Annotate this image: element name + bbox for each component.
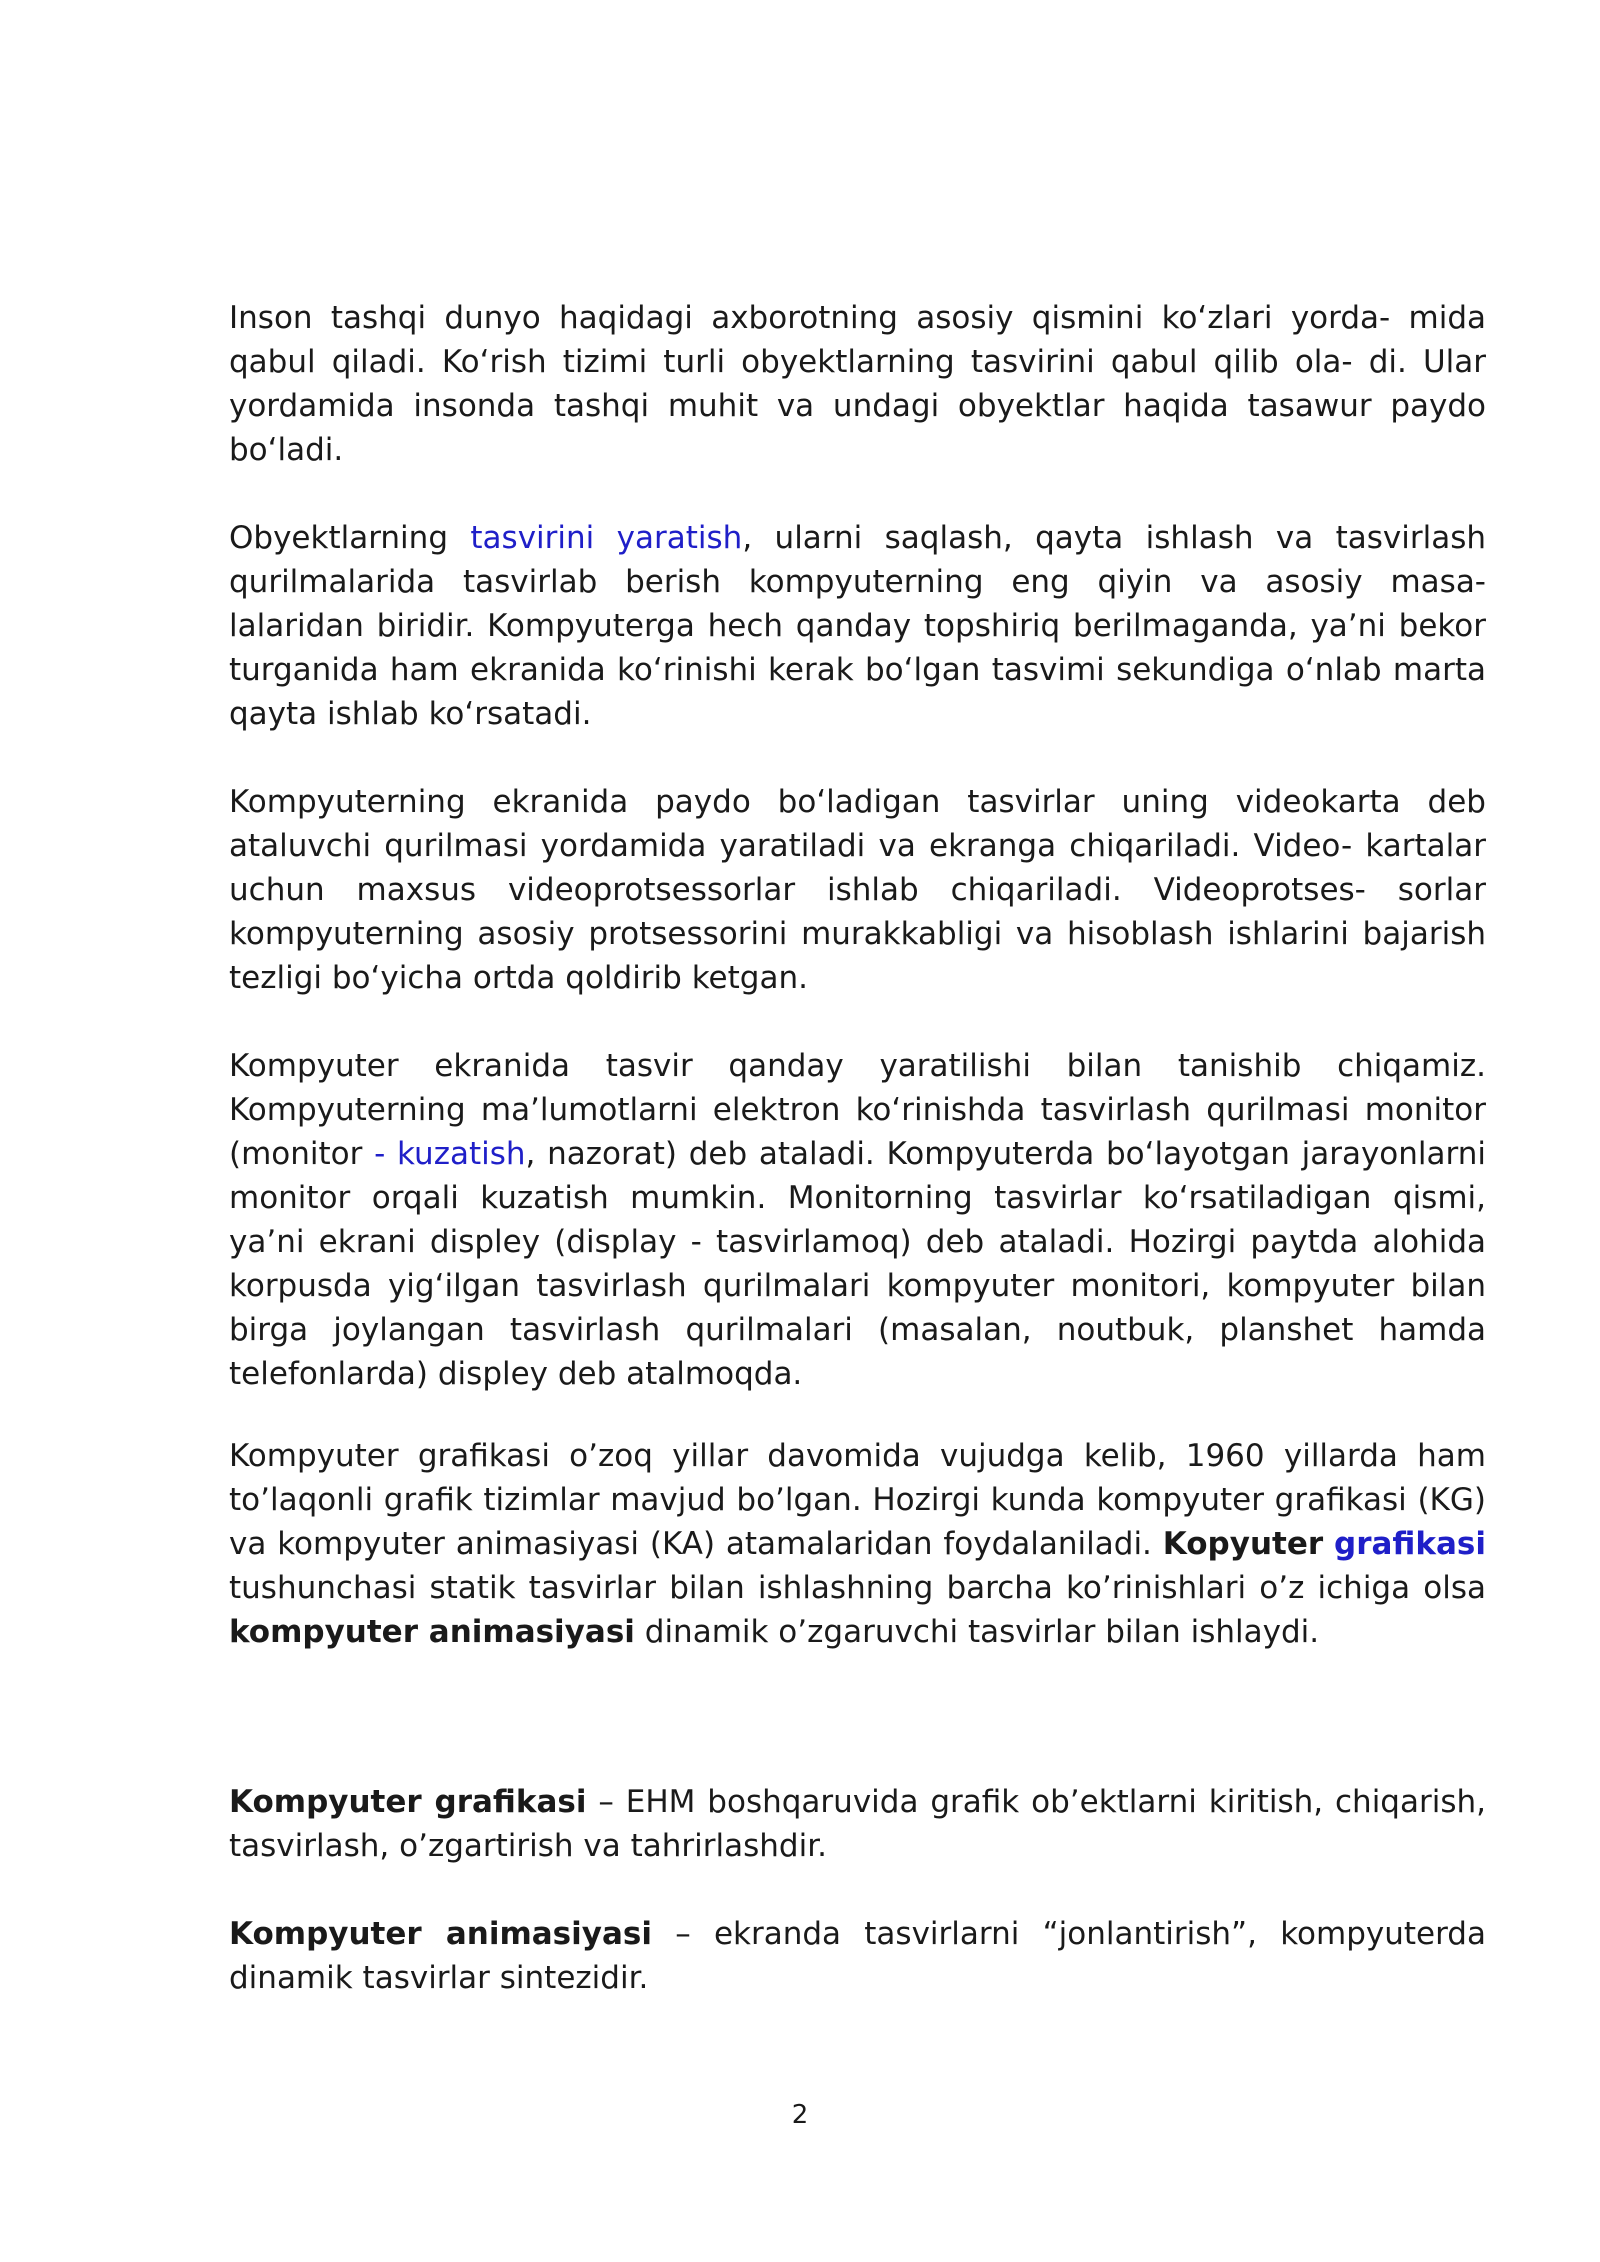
paragraph-3-text: Kompyuterning ekranida paydo bo‘ladigan tasvirlar uning videokarta deb ataluvchi qurilmasi yordamida yaratiladi va ekranga chiqariladi. Video- kartalar uchun maxsus videoprotsessorlar ishlab chiqariladi. Videoprotses- sorlar kompyuterning asosiy protsessorini murakkabligi va hisoblash ishlarini bajarish tezligi bo‘yicha ortda qoldirib ketgan. [229,784,1486,996]
paragraph-5-middle: tushunchasi statik tasvirlar bilan ishlashning barcha ko’rinishlari o’z ichiga olsa [229,1570,1486,1606]
paragraph-4 [229,1044,1486,1396]
page-number: 2 [791,2100,809,2130]
definition-term-grafikasi: Kompyuter grafikasi [229,1784,587,1820]
paragraph-5-before: Kompyuter grafikasi o’zoq yillar davomida vujudga kelib, 1960 yillarda ham to’laqonli grafik tizimlar mavjud bo’lgan. Hozirgi kunda kompyuter grafikasi (KG) va kompyuter animasiyasi (KA) atamalaridan foydalaniladi. [229,1438,1486,1562]
definition-text-grafikasi: – EHM boshqaruvida grafik ob’ektlarni kiritish, chiqarish, tasvirlash, o’zgartirish va tahrirlashdir. [229,1784,1486,1864]
paragraph-4-after: , nazorat) deb ataladi. Kompyuterda bo‘layotgan jarayonlarni monitor orqali kuzatish mumkin. Monitorning tasvirlar ko‘rsatiladigan qismi, ya’ni ekrani displey (display - tasvirlamoq) deb ataladi. Hozirgi paytda alohida korpusda yig‘ilgan tasvirlash qurilmalari kompyuter monitori, kompyuter bilan birga joylangan tasvirlash qurilmalari (masalan, noutbuk, planshet hamda telefonlarda) displey deb atalmoqda. [229,1136,1486,1392]
paragraph-1 [229,296,1486,472]
definition-term-animasiyasi: Kompyuter animasiyasi [229,1916,652,1952]
paragraph-5 [229,1434,1486,1654]
definition-text-animasiyasi: – ekranda tasvirlarni “jonlantirish”, kompyuterda dinamik tasvirlar sintezidir. [229,1916,1486,1996]
term-kompyuter-animasiyasi: kompyuter animasiyasi [229,1614,635,1650]
link-grafikasi[interactable]: grafikasi [1334,1526,1486,1562]
definition-kompyuter-animasiyasi [229,1912,1486,2000]
link-kuzatish[interactable]: - kuzatish [374,1136,526,1172]
paragraph-2 [229,516,1486,736]
definition-kompyuter-grafikasi [229,1780,1486,1868]
term-kopyuter: Kopyuter [1162,1526,1324,1562]
paragraph-1-text: Inson tashqi dunyo haqidagi axborotning asosiy qismini ko‘zlari yorda- mida qabul qiladi. Ko‘rish tizimi turli obyektlarning tasvirini qabul qilib ola- di. Ular yordamida insonda tashqi muhit va undagi obyektlar haqida tasawur paydo bo‘ladi. [229,300,1486,468]
document-body [229,296,1486,2000]
paragraph-4-before: Kompyuter ekranida tasvir qanday yaratilishi bilan tanishib chiqamiz. Kompyuterning ma’lumotlarni elektron ko‘rinishda tasvirlash qurilmasi monitor (monitor [229,1048,1486,1172]
paragraph-2-after: , ularni saqlash, qayta ishlash va tasvirlash qurilmalarida tasvirlab berish kompyuterning eng qiyin va asosiy masa- lalaridan biridir. Kompyuterga hech qanday topshiriq berilmaganda, ya’ni bekor turganida ham ekranida ko‘rinishi kerak bo‘lgan tasvimi sekundiga o‘nlab marta qayta ishlab ko‘rsatadi. [229,520,1487,732]
paragraph-3 [229,780,1486,1000]
link-tasvirini-yaratish[interactable]: tasvirini yaratish [470,520,743,556]
paragraph-2-before: Obyektlarning [229,520,471,556]
paragraph-5-after: dinamik o’zgaruvchi tasvirlar bilan ishlaydi. [634,1614,1320,1650]
